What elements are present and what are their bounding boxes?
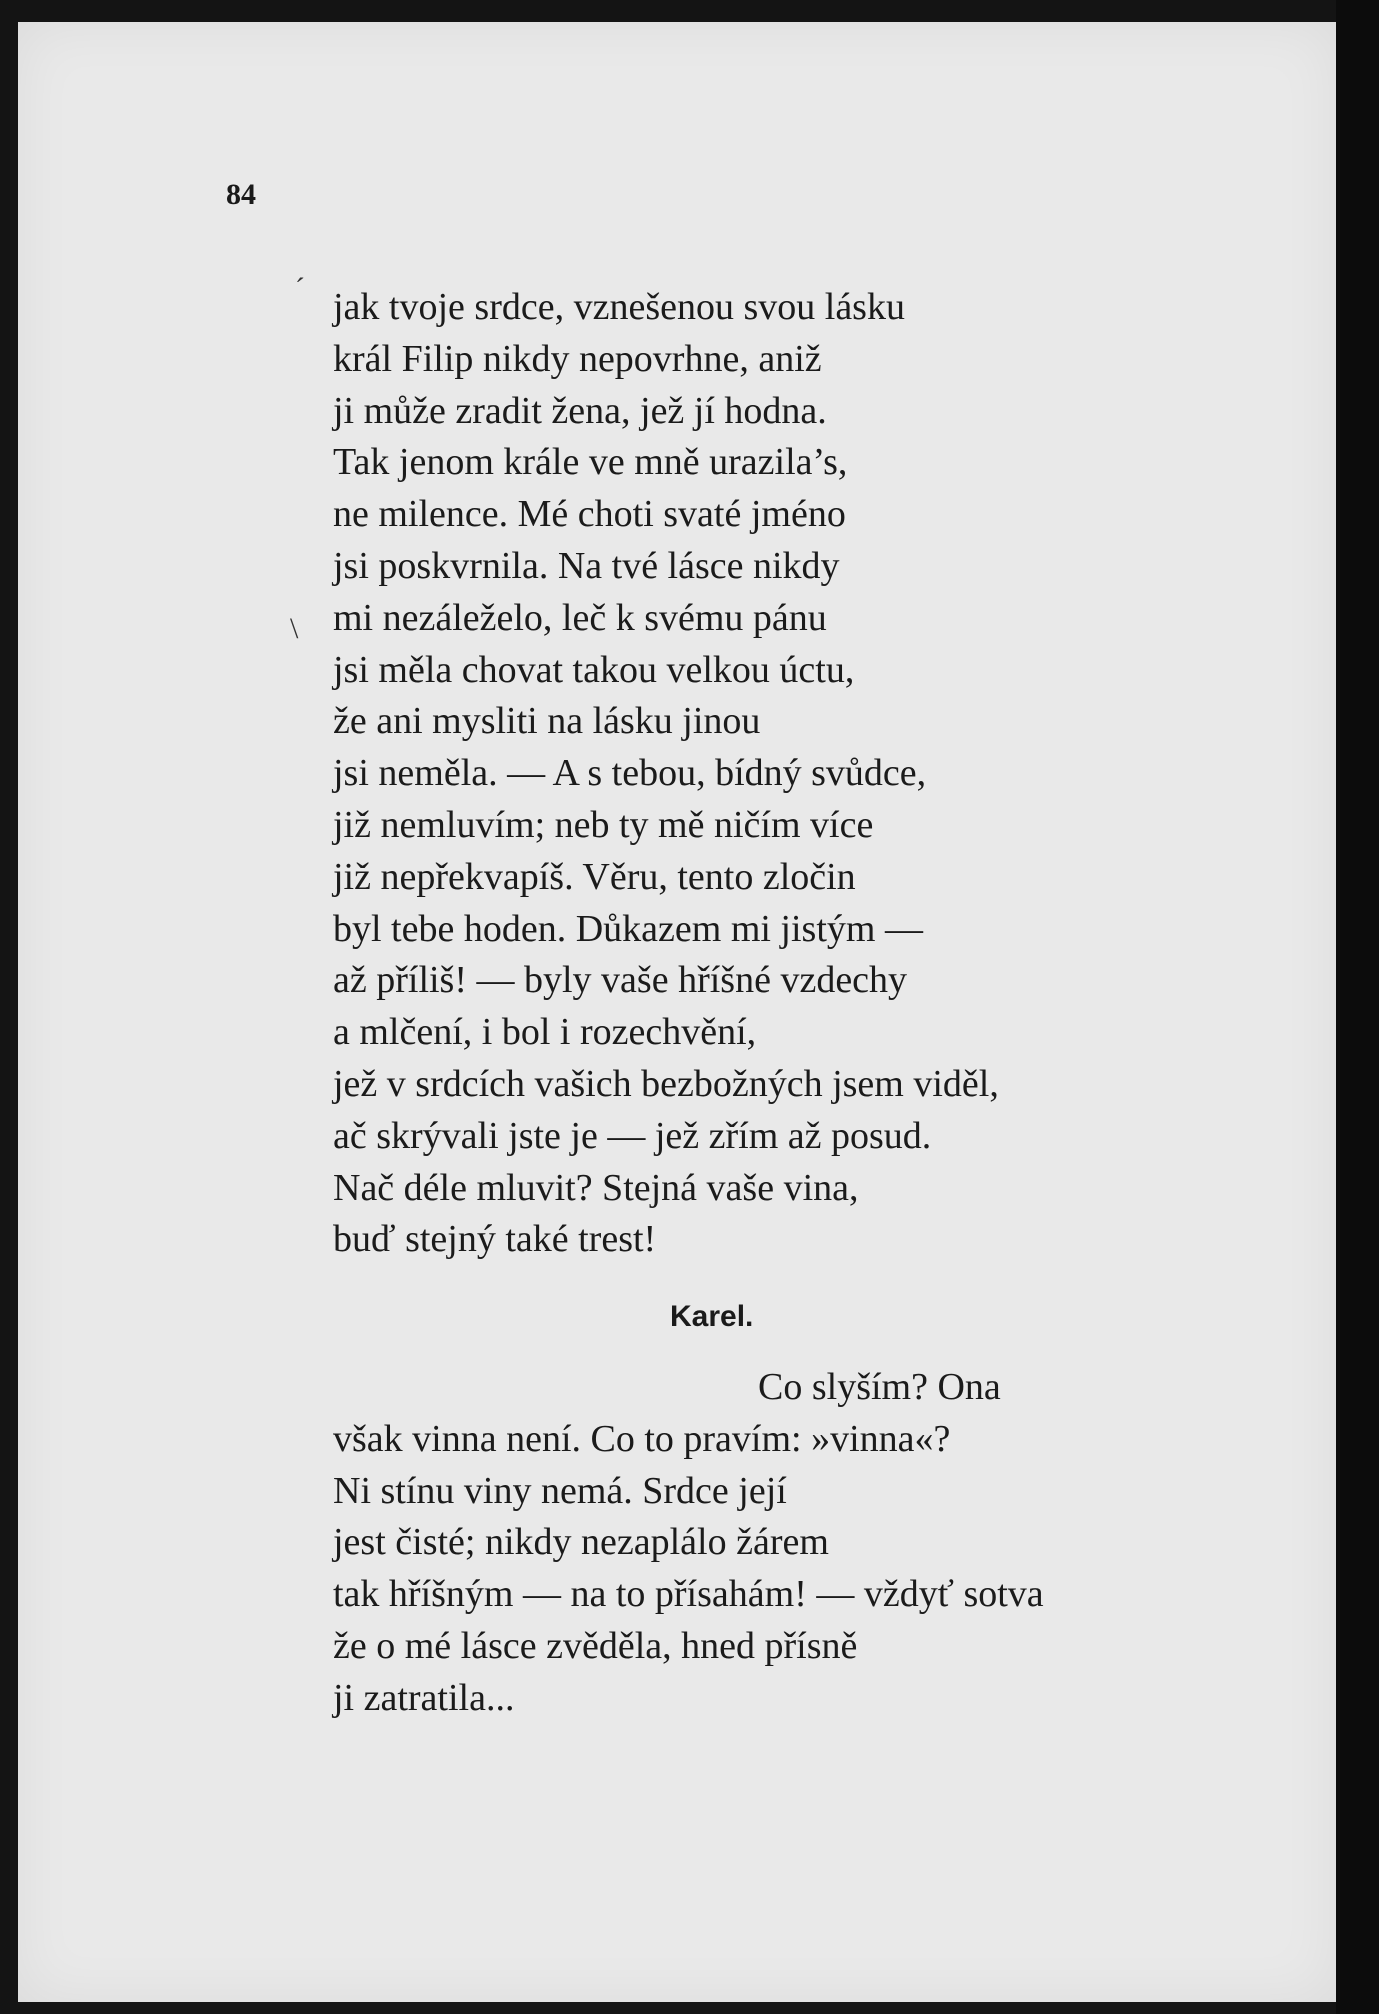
scan-dark-edge bbox=[1336, 0, 1379, 2014]
verse-line: jak tvoje srdce, vznešenou svou lásku bbox=[333, 286, 905, 328]
verse-line: jsi poskvrnila. Na tvé lásce nikdy bbox=[333, 544, 840, 587]
verse-line: Nač déle mluvit? Stejná vaše vina, bbox=[333, 1166, 859, 1209]
verse-line: jež v srdcích vašich bezbožných jsem viděl, bbox=[333, 1062, 999, 1105]
verse-line: král Filip nikdy nepovrhne, aniž bbox=[333, 337, 822, 380]
verse-line: mi nezáleželo, leč k svému pánu bbox=[333, 596, 827, 639]
verse-block-1 bbox=[333, 282, 999, 1266]
verse-line: již nemluvím; neb ty mě ničím více bbox=[333, 803, 874, 846]
verse-line: Co slyším? Ona bbox=[758, 1366, 1001, 1408]
verse-line: však vinna není. Co to pravím: »vinna«? bbox=[333, 1417, 951, 1460]
verse-line: ač skrývali jste je — jež zřím až posud. bbox=[333, 1114, 932, 1157]
margin-mark: \ bbox=[290, 612, 299, 645]
verse-line: Tak jenom krále ve mně urazila’s, bbox=[333, 441, 848, 484]
verse-line: ne milence. Mé choti svaté jméno bbox=[333, 493, 846, 536]
verse-line: ji zatratila... bbox=[333, 1676, 515, 1719]
verse-line: jsi měla chovat takou velkou úctu, bbox=[333, 648, 855, 691]
verse-line: byl tebe hoden. Důkazem mi jistým — bbox=[333, 907, 923, 950]
verse-line: tak hříšným — na to přísahám! — vždyť sotva bbox=[333, 1573, 1044, 1616]
verse-line: a mlčení, i bol i rozechvění, bbox=[333, 1011, 757, 1054]
verse-block-2 bbox=[333, 1362, 1044, 1725]
verse-line: ji může zradit žena, jež jí hodna. bbox=[333, 389, 827, 432]
verse-line: Ni stínu viny nemá. Srdce její bbox=[333, 1469, 787, 1512]
verse-line: jest čisté; nikdy nezaplálo žárem bbox=[333, 1521, 829, 1564]
verse-line: již nepřekvapíš. Věru, tento zločin bbox=[333, 855, 856, 898]
verse-line: až příliš! — byly vaše hříšné vzdechy bbox=[333, 959, 908, 1002]
verse-line: buď stejný také trest! bbox=[333, 1218, 657, 1261]
verse-line: že o mé lásce zvěděla, hned přísně bbox=[333, 1624, 858, 1667]
verse-line: jsi neměla. — A s tebou, bídný svůdce, bbox=[333, 752, 927, 795]
verse-line: že ani mysliti na lásku jinou bbox=[333, 700, 761, 743]
margin-mark: ˊ bbox=[295, 272, 305, 305]
page-number: 84 bbox=[226, 178, 256, 211]
speaker-name: Karel. bbox=[670, 1300, 754, 1333]
